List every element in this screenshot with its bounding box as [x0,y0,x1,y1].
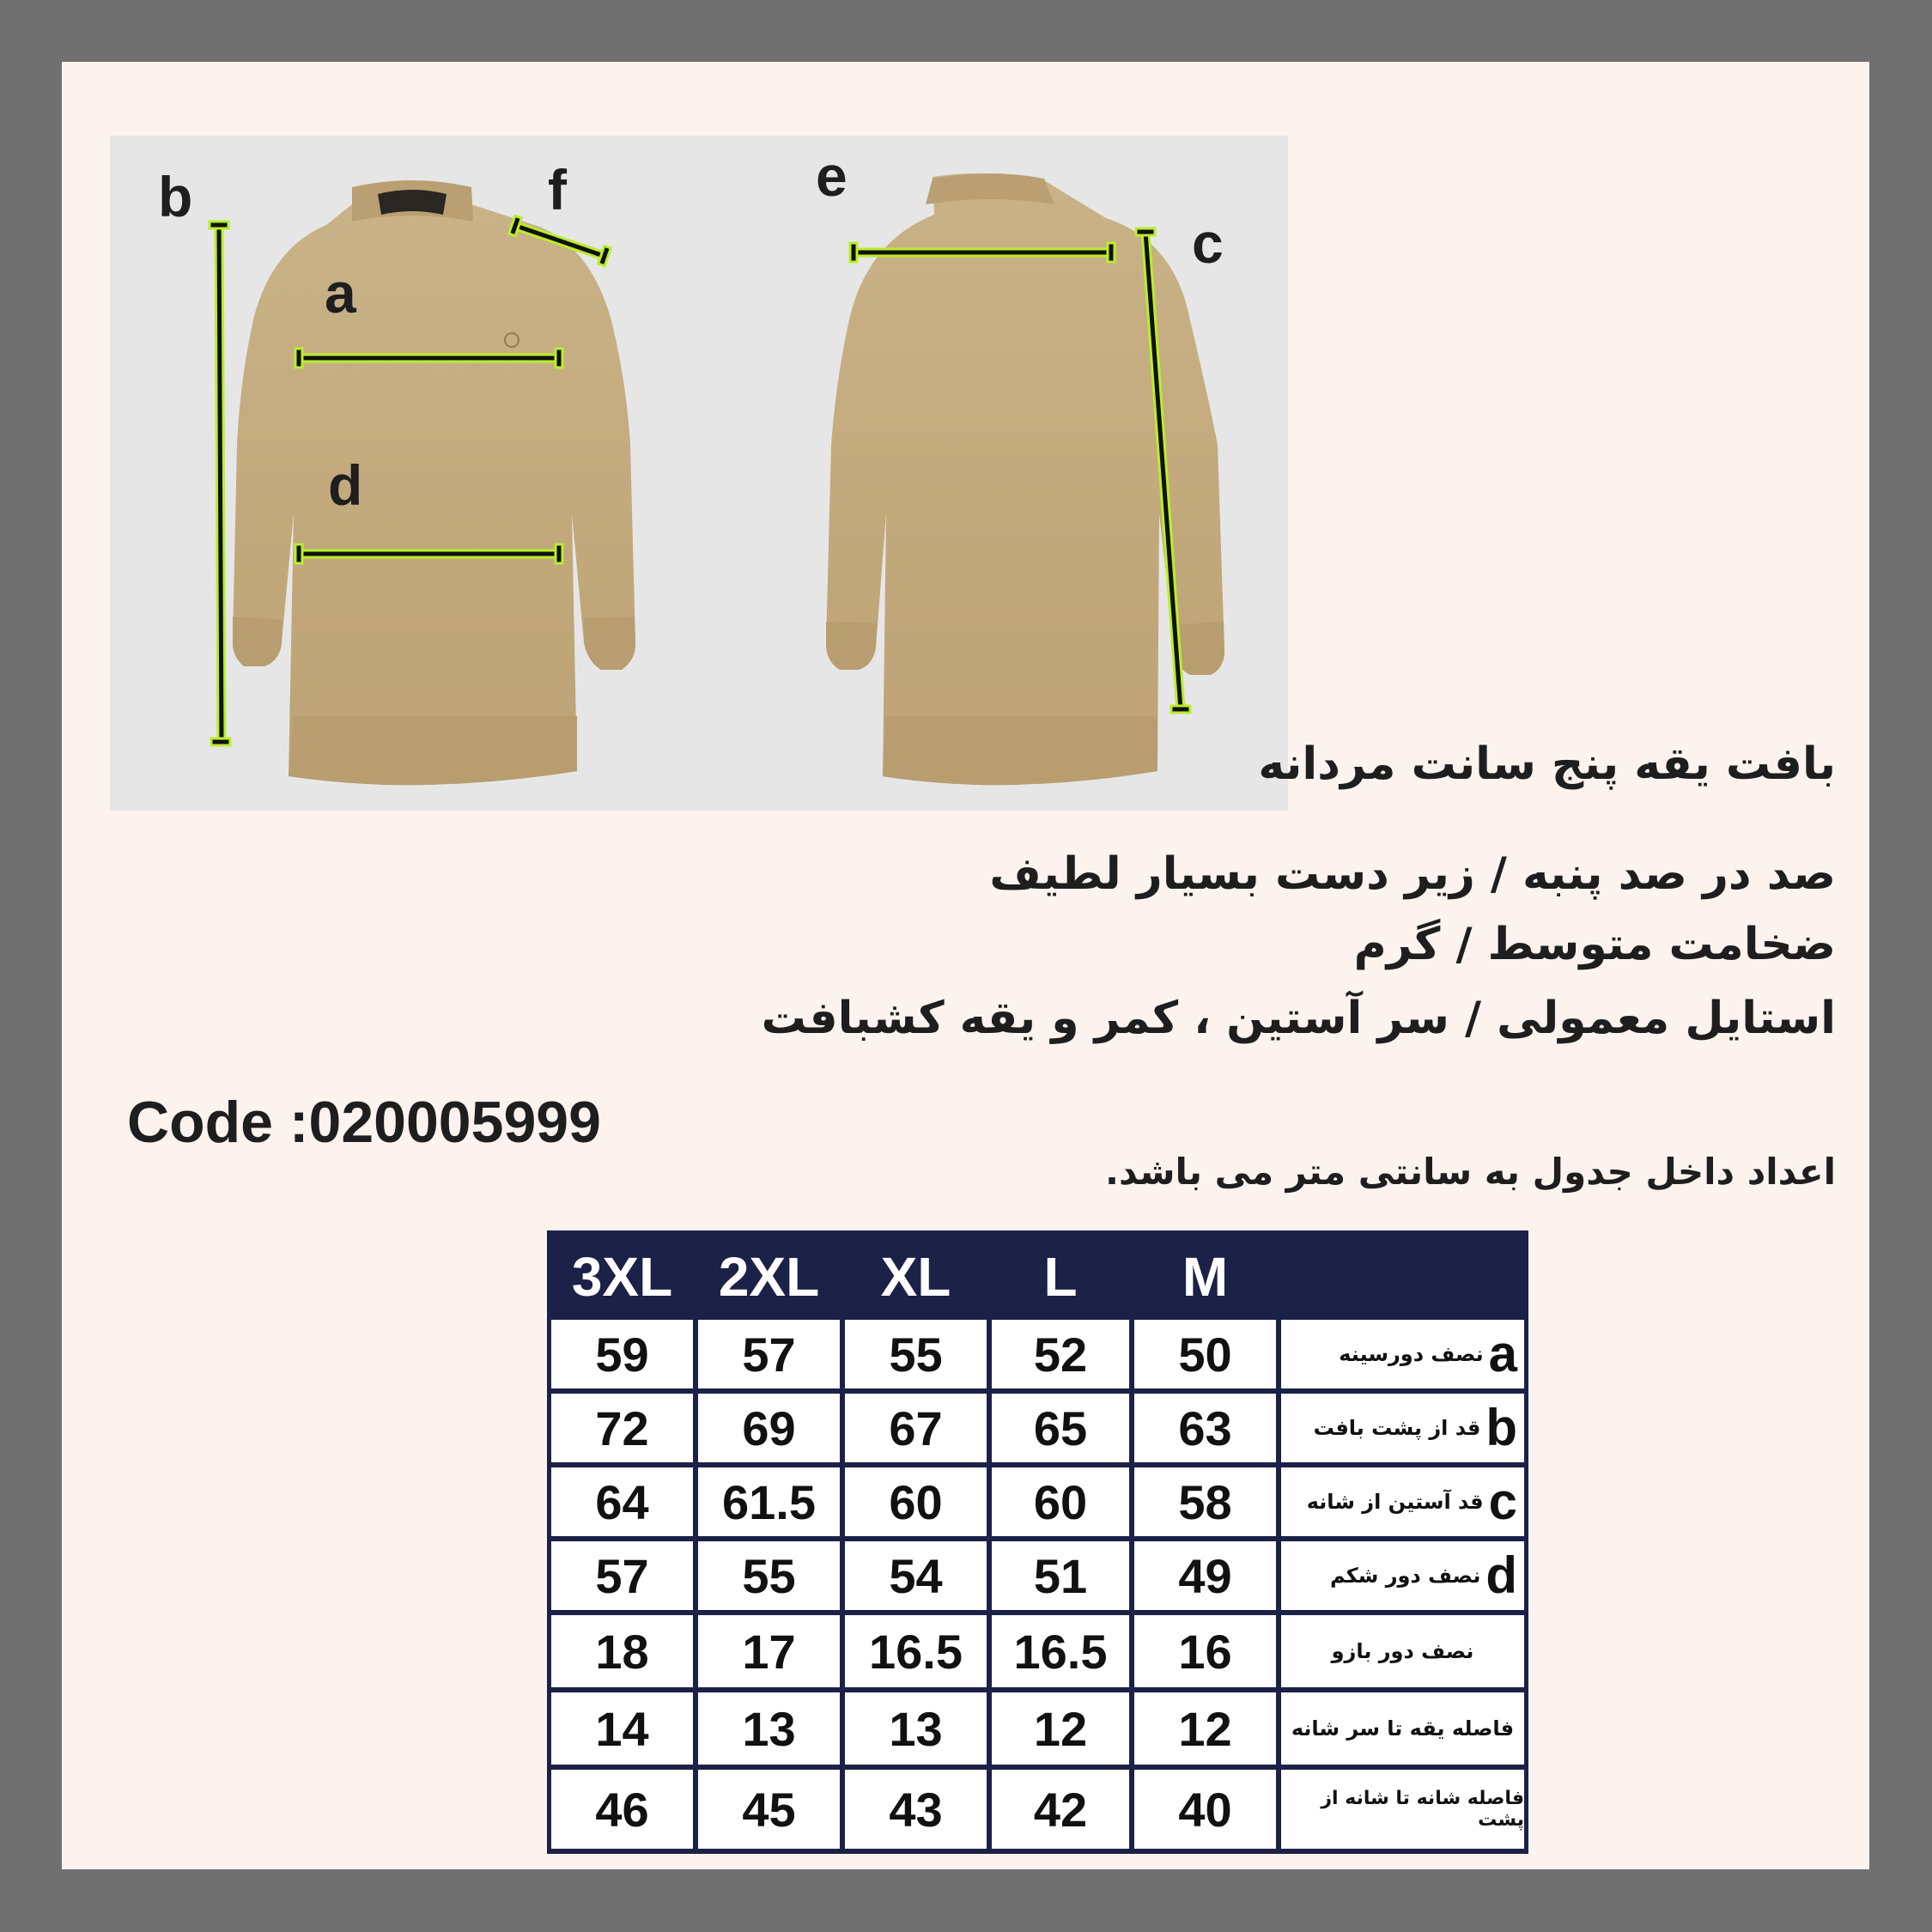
label-e: e [816,144,848,208]
row-label-sleeve [1281,1467,1524,1536]
product-title: بافت یقه پنج سانت مردانه [1258,738,1836,790]
size-header-xl: XL [880,1246,951,1308]
table-cell: 67 [845,1394,987,1462]
table-cell: 54 [845,1541,987,1610]
front-right-cuff [584,617,635,670]
table-cell: 60 [845,1467,987,1536]
row-letter: a [1488,1325,1517,1382]
product-code: Code :020005999 [127,1090,601,1155]
table-cell: 12 [1134,1692,1276,1765]
row-label-collar-shoulder [1281,1692,1524,1765]
table-cell: 57 [551,1541,693,1610]
row-label-text: نصف دور بازو [1331,1639,1474,1663]
table-cell: 12 [992,1692,1129,1765]
label-d: d [328,453,363,517]
row-label-text: نصف دور شکم [1329,1564,1481,1588]
table-cell: 18 [551,1615,693,1687]
size-header-l: L [1043,1246,1078,1308]
label-c: c [1192,211,1224,275]
row-label-chest [1281,1320,1524,1388]
row-label-text: قد از پشت بافت [1313,1416,1481,1440]
row-label-waist [1281,1541,1524,1610]
feature-style: استایل معمولی / سر آستین ، کمر و یقه کشبافت [761,993,1836,1044]
table-cell: 59 [551,1320,693,1388]
feature-thickness: ضخامت متوسط / گرم [1353,919,1836,970]
table-cell: 61.5 [698,1467,840,1536]
row-label-shoulder-width [1281,1770,1524,1849]
row-label-text: فاصله یقه تا سر شانه [1291,1716,1515,1741]
table-cell: 50 [1134,1320,1276,1388]
table-cell: 55 [845,1320,987,1388]
row-label-text: فاصله شانه تا شانه از پشت [1321,1788,1524,1831]
table-cell: 45 [698,1770,840,1849]
front-neck-opening [378,190,447,215]
row-letter: d [1485,1546,1517,1604]
table-cell: 57 [698,1320,840,1388]
row-label-length [1281,1394,1524,1462]
table-cell: 13 [845,1692,987,1765]
label-b: b [158,165,193,228]
size-table [547,1230,1528,1854]
table-cell: 64 [551,1467,693,1536]
row-label-text: قد آستین از شانه [1306,1490,1484,1514]
unit-note: اعداد داخل جدول به سانتی متر می باشد. [1105,1151,1836,1193]
table-cell: 63 [1134,1394,1276,1462]
row-label-bicep [1281,1615,1524,1687]
row-label-text: نصف دورسینه [1339,1342,1484,1366]
table-cell: 46 [551,1770,693,1849]
table-cell: 52 [992,1320,1129,1388]
table-cell: 55 [698,1541,840,1610]
product-photo [110,136,1288,811]
table-cell: 69 [698,1394,840,1462]
row-letter: b [1485,1399,1517,1456]
table-cell: 72 [551,1394,693,1462]
table-cell: 60 [992,1467,1129,1536]
table-cell: 16.5 [992,1615,1129,1687]
label-a: a [325,261,356,325]
label-f: f [548,158,567,222]
back-waistband [883,716,1157,785]
table-cell: 43 [845,1770,987,1849]
row-letter: c [1488,1473,1517,1530]
size-header-2xl: 2XL [718,1246,820,1308]
table-cell: 13 [698,1692,840,1765]
table-cell: 16.5 [845,1615,987,1687]
table-cell: 17 [698,1615,840,1687]
front-left-cuff [233,617,283,666]
measurement-diagram [110,136,1288,811]
table-cell: 49 [1134,1541,1276,1610]
back-left-cuff [826,622,877,670]
table-cell: 40 [1134,1770,1276,1849]
table-cell: 14 [551,1692,693,1765]
table-cell: 51 [992,1541,1129,1610]
feature-fabric: صد در صد پنبه / زیر دست بسیار لطیف [989,848,1836,900]
size-header-3xl: 3XL [571,1246,673,1308]
front-body [233,198,635,785]
table-cell: 16 [1134,1615,1276,1687]
size-header-m: M [1182,1246,1229,1308]
front-waistband [289,716,577,785]
marker-b [210,222,230,745]
table-cell: 58 [1134,1467,1276,1536]
table-cell: 42 [992,1770,1129,1849]
sweater-front [233,180,635,785]
table-cell: 65 [992,1394,1129,1462]
